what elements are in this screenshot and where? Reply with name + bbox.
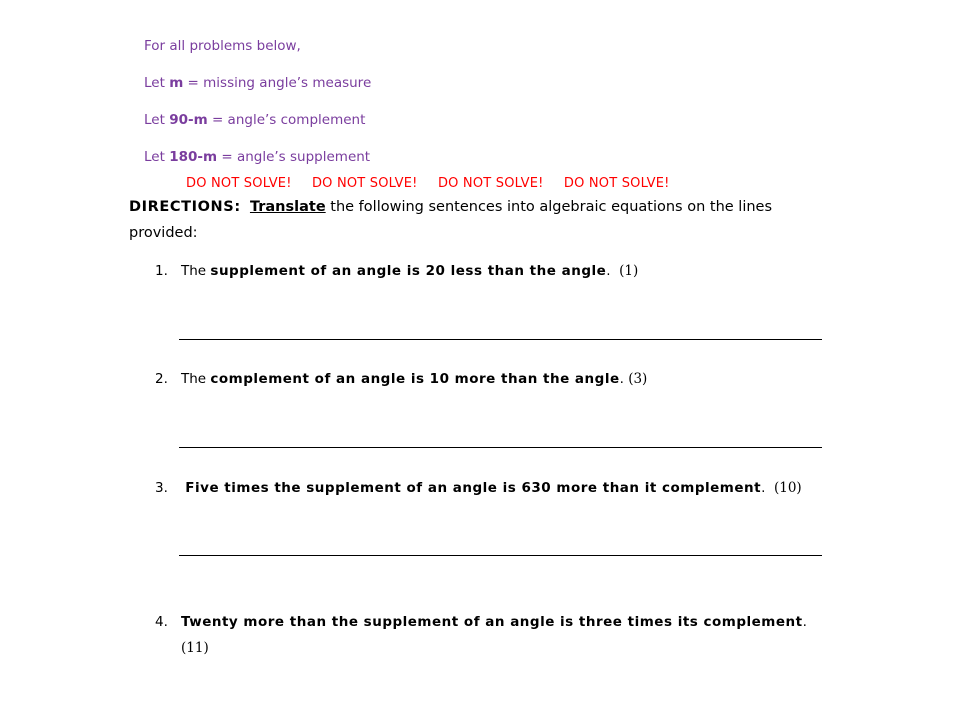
answer-line-1[interactable] bbox=[179, 339, 822, 340]
definition-term: 180-m bbox=[169, 149, 218, 165]
problem-statement: complement of an angle is 10 more than the angle bbox=[210, 371, 620, 387]
definitions-intro: For all problems below, bbox=[144, 38, 301, 54]
problem-1: 1. The supplement of an angle is 20 less than the angle. (1) bbox=[155, 259, 638, 283]
definition-line-m: Let m = missing angle’s measure bbox=[144, 75, 372, 91]
problem-number: 2. bbox=[155, 371, 168, 387]
problem-3: 3. Five times the supplement of an angle is 630 more than it complement. (10) bbox=[155, 476, 802, 500]
warning-item: DO NOT SOLVE! bbox=[311, 176, 418, 191]
warning-item: DO NOT SOLVE! bbox=[437, 176, 544, 191]
answer-line-2[interactable] bbox=[179, 447, 822, 448]
directions-text: the following sentences into algebraic equations on the lines provided: bbox=[129, 199, 773, 241]
problem-points: (1) bbox=[619, 263, 639, 279]
directions-heading: DIRECTIONS: bbox=[129, 199, 241, 215]
problem-statement: supplement of an angle is 20 less than the angle bbox=[210, 263, 607, 279]
problem-statement: Five times the supplement of an angle is 630 more than it complement bbox=[185, 480, 762, 496]
problem-4: 4. Twenty more than the supplement of an angle is three times its complement. bbox=[155, 610, 807, 634]
warning-item: DO NOT SOLVE! bbox=[563, 176, 670, 191]
definition-term: 90-m bbox=[169, 112, 208, 128]
directions bbox=[129, 194, 819, 246]
problem-number: 1. bbox=[155, 263, 168, 279]
definition-line-supplement: Let 180-m = angle’s supplement bbox=[144, 149, 371, 165]
problem-points: (3) bbox=[628, 371, 648, 387]
problem-2: 2. The complement of an angle is 10 more than the angle. (3) bbox=[155, 367, 647, 391]
definition-term: m bbox=[169, 75, 184, 91]
directions-verb: Translate bbox=[249, 199, 326, 215]
do-not-solve-warning bbox=[186, 176, 686, 191]
definitions-block bbox=[144, 28, 371, 176]
answer-line-3[interactable] bbox=[179, 555, 822, 556]
problem-number: 4. bbox=[155, 614, 168, 630]
problem-number: 3. bbox=[155, 480, 168, 496]
problem-points: (11) bbox=[181, 640, 209, 656]
problem-statement: Twenty more than the supplement of an angle is three times its complement bbox=[181, 614, 803, 630]
warning-item: DO NOT SOLVE! bbox=[186, 176, 292, 191]
problem-points: (10) bbox=[773, 480, 802, 496]
definition-line-complement: Let 90-m = angle’s complement bbox=[144, 112, 366, 128]
